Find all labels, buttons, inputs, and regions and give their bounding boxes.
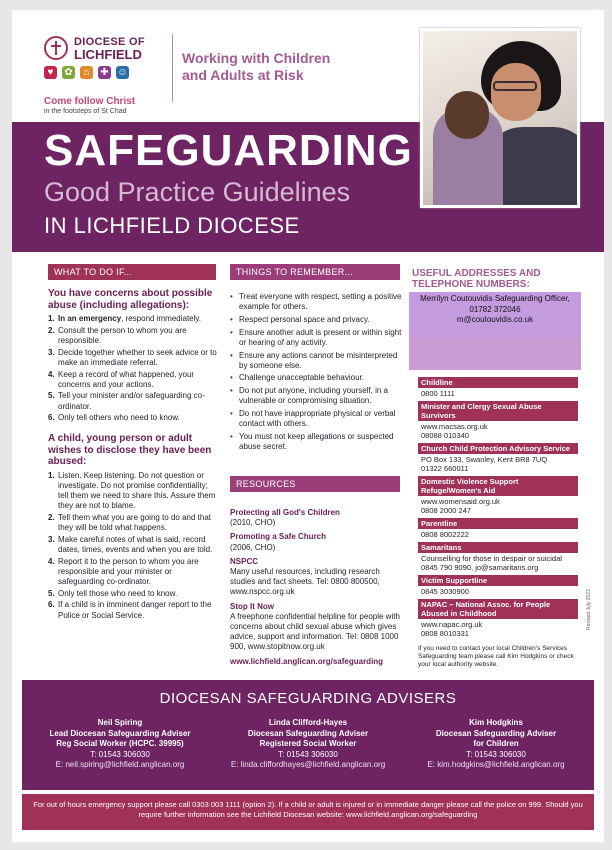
list-number: 3.: [48, 347, 55, 357]
heart-icon: ♥: [44, 66, 57, 79]
adviser-role: Lead Diocesan Safeguarding Adviser: [49, 728, 191, 738]
resource-subtitle: (2010, CHO): [230, 518, 276, 528]
disclose-list: [48, 471, 218, 621]
leaf-icon: ✿: [62, 66, 75, 79]
directory-entry-name: Domestic Violence Support Refuge/Women's Aid: [418, 476, 578, 496]
house-icon: ⌂: [80, 66, 93, 79]
what-to-do-column: [48, 288, 218, 622]
list-item-text: Report it to the person to whom you are responsible and your minister or safeguarding co-ordinator.: [58, 556, 199, 587]
list-number: 6.: [48, 600, 55, 610]
revised-date: Revised July 2023: [586, 589, 592, 630]
adviser-name: Linda Clifford-Hayes: [268, 718, 348, 727]
directory-entry-detail: 0800 1111: [421, 389, 455, 398]
directory-entry-name: Parentline: [418, 518, 578, 529]
list-item: [48, 370, 218, 390]
list-number: 5.: [48, 391, 55, 401]
adviser-card: [30, 718, 210, 771]
directory-entry-name: Church Child Protection Advisory Service: [418, 443, 578, 454]
directory-entry-detail: Counselling for those in despair or suicidal 0845 790 9090, jo@samaritans.org: [421, 554, 562, 572]
list-item: [48, 513, 218, 533]
useful-numbers-directory: [418, 377, 578, 669]
cross-small-icon: ✚: [98, 66, 111, 79]
things-to-remember-column: [230, 292, 404, 455]
list-item: [48, 391, 218, 411]
remember-item: • You must not keep allegations or suspected abuse secret.: [230, 432, 404, 452]
header-title-line1: Working with Children: [182, 50, 331, 66]
logo-subtagline: in the footsteps of St Chad: [44, 108, 127, 115]
logo-tagline: Come follow Christ: [44, 96, 136, 107]
concerns-heading: You have concerns about possible abuse (including allegations):: [48, 288, 213, 311]
safeguarding-website-link[interactable]: www.lichfield.anglican.org/safeguarding: [230, 656, 384, 666]
banner-location: IN LICHFIELD DIOCESE: [44, 213, 300, 238]
list-item: [48, 314, 218, 324]
adviser-qualification: Reg Social Worker (HCPC. 39995): [56, 739, 184, 748]
adviser-card: [406, 718, 586, 771]
adviser-name: Neil Spiring: [97, 718, 143, 727]
safeguarding-officer-contact: [409, 292, 581, 338]
contact-phone: 01782 372046: [469, 304, 521, 314]
list-item-text: Tell your minister and/or safeguarding co-ordinator.: [58, 391, 205, 411]
disclose-heading: A child, young person or adult wishes to disclose they have been abused:: [48, 433, 212, 468]
remember-item: • Respect personal space and privacy.: [230, 315, 404, 325]
list-item: [48, 535, 218, 555]
adviser-qualification: Registered Social Worker: [259, 739, 357, 748]
adviser-phone: T: 01543 306030: [278, 749, 338, 759]
list-item-text: , respond immediately.: [121, 314, 202, 323]
list-number: 4.: [48, 369, 55, 379]
list-item-text: Tell them what you are going to do and that they will be told what happens.: [58, 512, 211, 533]
list-number: 2.: [48, 325, 55, 335]
directory-entry-detail: www.napac.org.uk 0808 8010331: [421, 620, 483, 638]
resource-subtitle: (2006, CHO): [230, 542, 276, 552]
list-item: [48, 589, 218, 599]
directory-entry-detail: 0845 3030900: [421, 587, 469, 596]
logo-icon-row: [44, 66, 129, 79]
list-number: 4.: [48, 556, 55, 566]
list-item: [48, 348, 218, 368]
list-number: 5.: [48, 588, 55, 598]
list-item-text: Only tell others who need to know.: [58, 413, 180, 423]
list-item: [48, 471, 218, 512]
directory-entry-detail: www.womensaid.org.uk 0808 2000 247: [421, 497, 500, 515]
banner-title: SAFEGUARDING: [44, 126, 413, 175]
remember-item: • Do not put anyone, including yourself, in a vulnerable or compromising situation.: [230, 386, 404, 406]
list-item-text: Make careful notes of what is said, record dates, times, events and when you are told.: [58, 534, 213, 554]
adviser-name: Kim Hodgkins: [469, 718, 523, 727]
resources-heading: RESOURCES: [230, 476, 400, 492]
remember-item: • Ensure any actions cannot be misinterpreted by someone else.: [230, 351, 404, 371]
adviser-role: Diocesan Safeguarding Adviser: [247, 728, 369, 738]
resource-text: A freephone confidential helpline for people with concerns about child sexual abuse which gives advice, support and information. Tel: 0808 1000 900, www.stopitnow.org.uk: [230, 611, 400, 652]
list-item: [48, 600, 218, 620]
header-title-line2: and Adults at Risk: [182, 67, 304, 83]
people-icon: ☺: [117, 67, 128, 78]
resource-text: Many useful resources, including research studies and fact sheets. Tel: 0800 800500, www.nspcc.org.uk: [230, 567, 380, 597]
advisers-heading: DIOCESAN SAFEGUARDING ADVISERS: [159, 690, 457, 707]
remember-item: • Treat everyone with respect, setting a positive example for others.: [230, 292, 404, 312]
remember-list: [230, 292, 404, 452]
directory-entry-name: Victim Supportline: [418, 575, 578, 586]
resource-item: [230, 602, 406, 653]
list-item-text: Consult the person to whom you are responsible.: [58, 325, 187, 345]
list-item: [48, 326, 218, 346]
logo-line2: LICHFIELD: [74, 47, 142, 62]
resource-item: [230, 508, 406, 528]
resources-column: [230, 508, 406, 667]
contact-name: Merrilyn Coutouvidis Safeguarding Officer,: [420, 294, 570, 303]
adviser-email[interactable]: E: kim.hodgkins@lichfield.anglican.org: [427, 760, 565, 769]
things-to-remember-heading: THINGS TO REMEMBER...: [230, 264, 400, 280]
directory-entry-detail: PO Box 133, Swanley, Kent BR8 7UQ 01322 660011: [421, 455, 548, 473]
list-number: 6.: [48, 413, 55, 423]
directory-entry-detail: www.macsas.org.uk 08088 010340: [421, 422, 488, 440]
remember-item: • Ensure another adult is present or within sight or hearing of any activity.: [230, 328, 404, 348]
list-item: [48, 413, 218, 423]
adviser-card: [218, 718, 398, 771]
list-number: 3.: [48, 534, 55, 544]
cross-icon: [44, 36, 68, 60]
list-item-text: If a child is in imminent danger report to the Police or Social Service.: [58, 600, 212, 620]
list-item-text: Listen. Keep listening. Do not question or investigate. Do not promise confidentiality; tell them we need to share this. Assure them they are not to blame.: [58, 470, 216, 511]
adviser-role: Diocesan Safeguarding Adviser: [435, 728, 557, 738]
what-to-do-heading: WHAT TO DO IF...: [48, 264, 216, 280]
list-number: 1.: [48, 314, 55, 323]
list-item-emphasis: In an emergency: [58, 314, 122, 323]
addresses-heading: USEFUL ADDRESSES AND TELEPHONE NUMBERS:: [412, 268, 541, 290]
resource-item: [230, 532, 406, 552]
banner-subtitle: Good Practice Guidelines: [44, 177, 351, 207]
adviser-qualification: for Children: [473, 739, 519, 748]
directory-note: If you need to contact your local Children's Services Safeguarding team please call Kim Hodgkins or check your local authority website.: [418, 645, 574, 668]
directory-entry-name: NAPAC – National Assoc. for People Abused in Childhood: [418, 599, 578, 619]
header-divider: [172, 34, 173, 102]
list-item: [48, 557, 218, 588]
contact-email[interactable]: m@coutouvidis.co.uk: [456, 315, 534, 324]
resource-title: Stop It Now: [230, 601, 274, 611]
list-number: 2.: [48, 512, 55, 522]
resource-title: Promoting a Safe Church: [230, 532, 327, 542]
advisers-panel: [22, 680, 594, 790]
resource-title: NSPCC: [230, 556, 259, 566]
list-item-text: Only tell those who need to know.: [58, 588, 178, 598]
directory-entry-detail: 0808 8002222: [421, 530, 469, 539]
list-item-text: Keep a record of what happened, your concerns and your actions.: [58, 369, 195, 389]
list-number: 1.: [48, 470, 55, 480]
remember-item: • Do not have inappropriate physical or verbal contact with others.: [230, 409, 404, 429]
adviser-email[interactable]: E: linda.cliffordhayes@lichfield.anglican.org: [230, 760, 386, 769]
emergency-footer: For out of hours emergency support please call 0303 003 1111 (option 2). If a child or adult is injured or in immediate danger please call the police on 999. Should you require further information see the Lichfield Diocesan website: www.lichfield.anglican.org/safeguarding: [22, 794, 594, 830]
directory-entry-name: Minister and Clergy Sexual Abuse Survivors: [418, 401, 578, 421]
header-title: [182, 50, 382, 84]
directory-entry-name: Childline: [418, 377, 578, 388]
contact-box-blank: [409, 338, 581, 370]
logo-line1: DIOCESE OF: [74, 36, 145, 48]
safeguarding-poster: [12, 10, 604, 842]
adviser-email[interactable]: E: neil.spiring@lichfield.anglican.org: [55, 760, 185, 769]
directory-entry-name: Samaritans: [418, 542, 578, 553]
resource-title: Protecting all God's Children: [230, 508, 340, 517]
concerns-list: [48, 314, 218, 424]
remember-item: • Challenge unacceptable behaviour.: [230, 373, 404, 383]
resource-item: [230, 557, 406, 598]
adviser-phone: T: 01543 306030: [466, 749, 526, 759]
hero-photo: [420, 28, 580, 208]
list-item-text: Decide together whether to seek advice or to make an immediate referral.: [58, 347, 217, 367]
adviser-phone: T: 01543 306030: [90, 749, 150, 759]
